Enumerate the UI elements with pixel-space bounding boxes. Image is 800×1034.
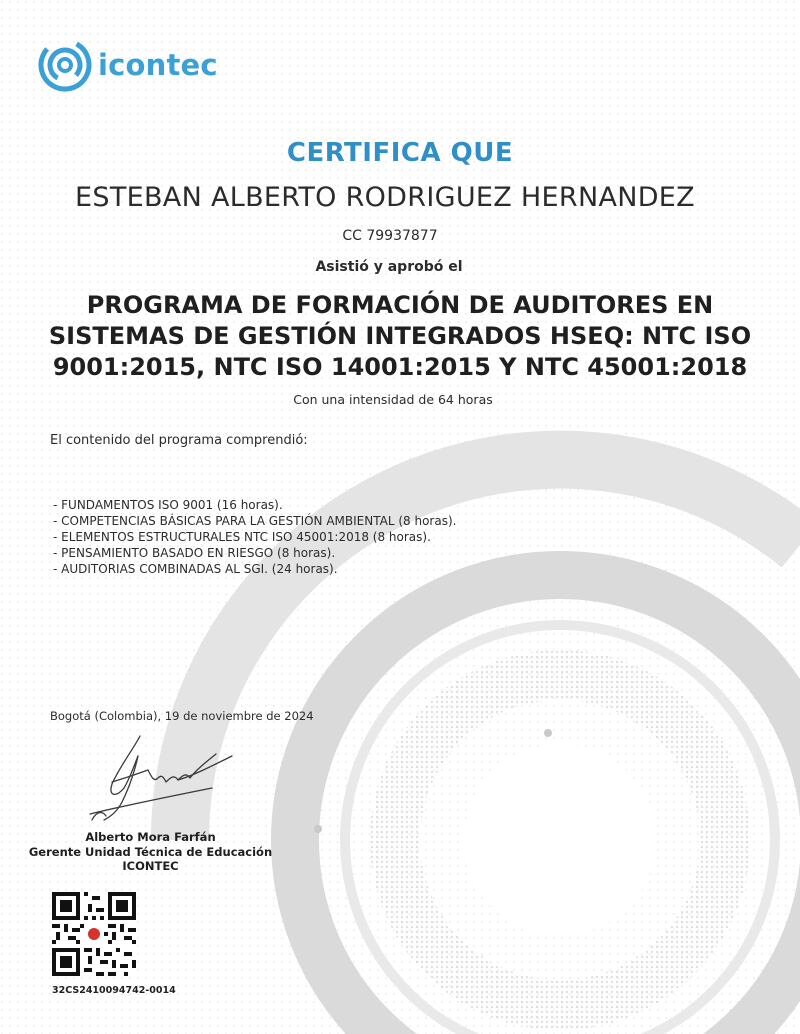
module-item: - ELEMENTOS ESTRUCTURALES NTC ISO 45001:2018 (8 horas). bbox=[53, 530, 431, 544]
module-item: - COMPETENCIAS BÁSICAS PARA LA GESTIÓN AMBIENTAL (8 horas). bbox=[53, 514, 457, 528]
signature bbox=[82, 726, 252, 826]
content-label: El contenido del programa comprendió: bbox=[50, 433, 308, 448]
certificate-heading: CERTIFICA QUE bbox=[286, 138, 514, 168]
verification-code: 32CS2410094742-0014 bbox=[52, 985, 176, 996]
module-item: - PENSAMIENTO BASADO EN RIESGO (8 horas). bbox=[53, 546, 336, 560]
program-title bbox=[30, 290, 770, 383]
recipient-name: ESTEBAN ALBERTO RODRIGUEZ HERNANDEZ bbox=[75, 182, 695, 213]
attended-statement: Asistió y aprobó el bbox=[315, 259, 463, 275]
signer-name: Alberto Mora Farfán bbox=[85, 830, 216, 844]
program-title-line: 9001:2015, NTC ISO 14001:2015 Y NTC 45001:2018 bbox=[52, 353, 748, 381]
program-title-line: PROGRAMA DE FORMACIÓN DE AUDITORES EN bbox=[86, 291, 714, 319]
program-intensity: Con una intensidad de 64 horas bbox=[293, 392, 493, 407]
recipient-id-document: CC 79937877 bbox=[342, 228, 438, 244]
module-list bbox=[53, 497, 456, 577]
brand-name: icontec bbox=[98, 48, 218, 82]
signer-role: Gerente Unidad Técnica de Educación ICONTEC bbox=[28, 845, 273, 873]
icontec-logo bbox=[36, 36, 218, 94]
icontec-logo-icon bbox=[36, 36, 94, 94]
qr-center-seal bbox=[86, 926, 102, 942]
program-title-line: SISTEMAS DE GESTIÓN INTEGRADOS HSEQ: NTC ISO bbox=[48, 322, 752, 350]
module-item: - AUDITORIAS COMBINADAS AL SGI. (24 horas). bbox=[53, 562, 338, 576]
place-and-date: Bogotá (Colombia), 19 de noviembre de 2024 bbox=[50, 709, 314, 723]
module-item: - FUNDAMENTOS ISO 9001 (16 horas). bbox=[53, 498, 283, 512]
